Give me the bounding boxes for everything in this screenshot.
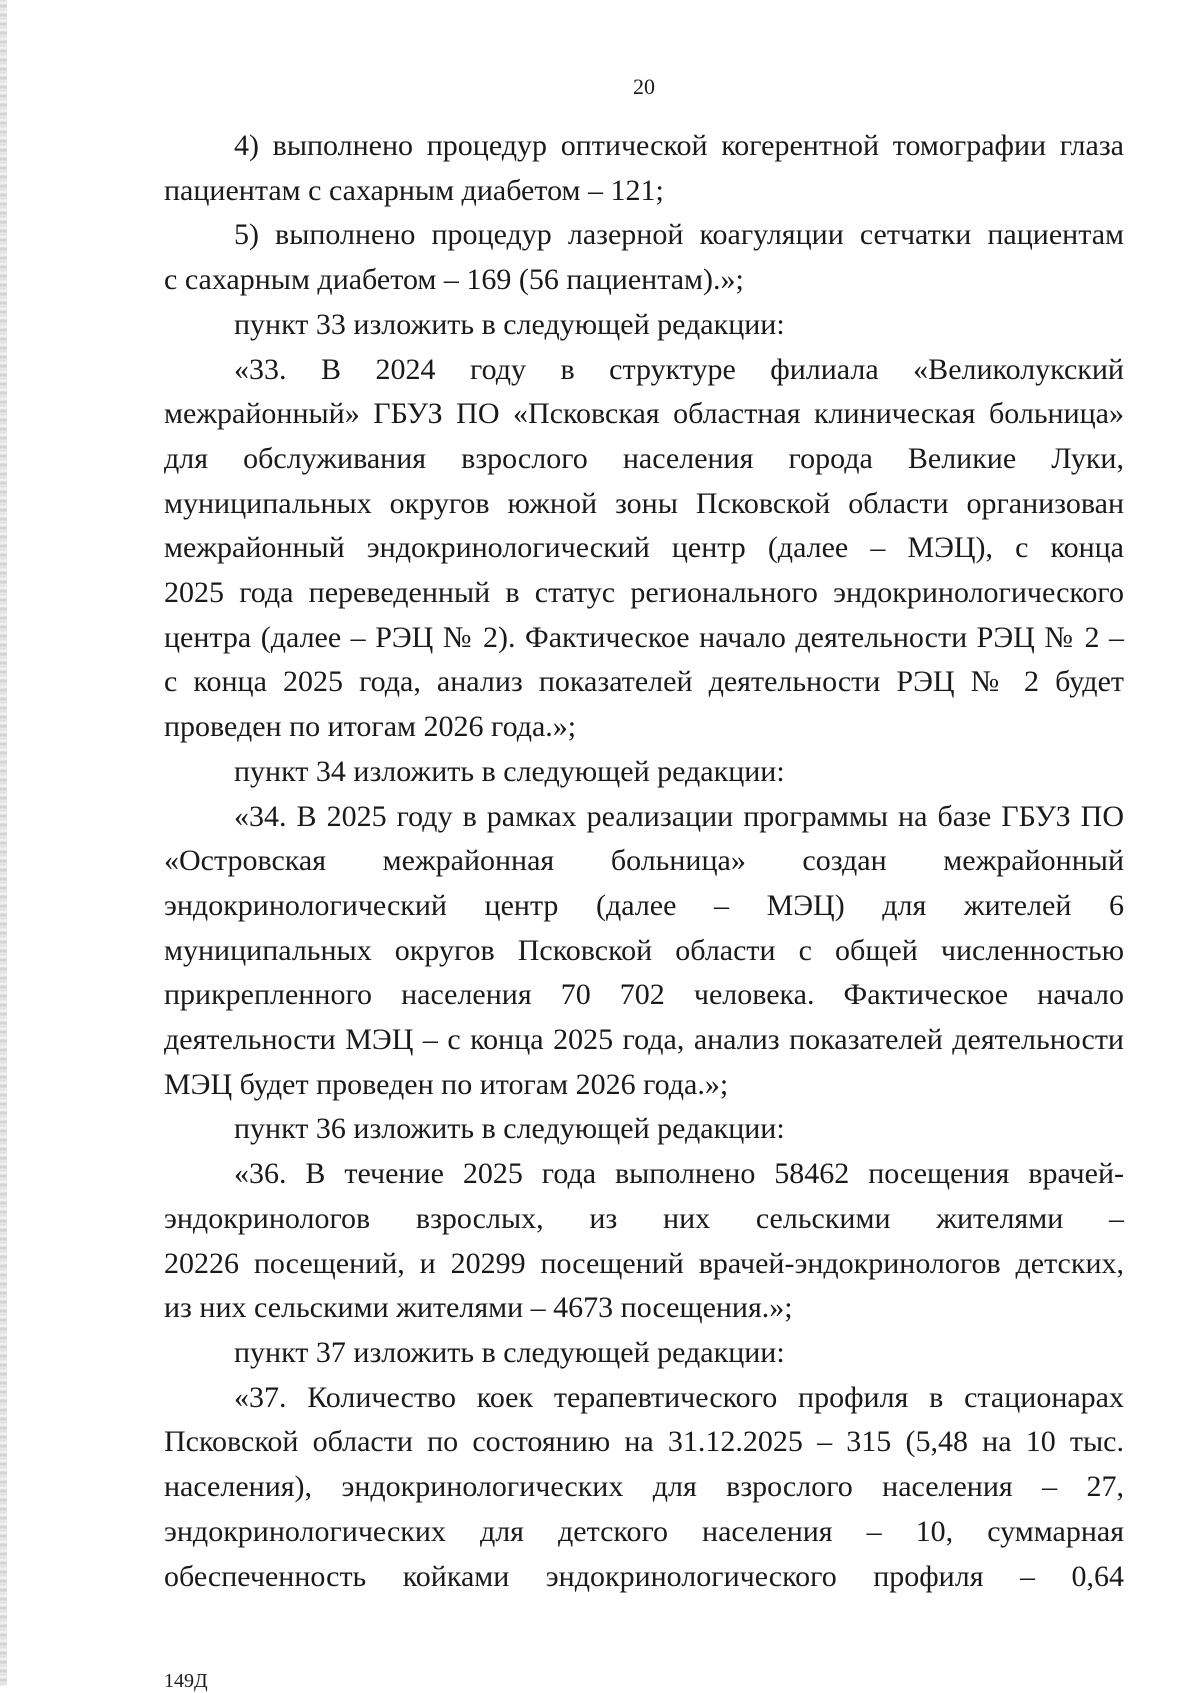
text-line: «33. В 2024 году в структуре филиала «Великолукский (234, 352, 1124, 386)
text-line: пункт 36 изложить в следующей редакции: (234, 1112, 785, 1146)
paragraph (164, 1331, 1124, 1376)
text-line: деятельности МЭЦ – с конца 2025 года, анализ показателей деятельности (164, 1023, 1124, 1057)
document-code: 149Д (164, 1670, 208, 1692)
text-line: 2025 года переведенный в статус регионального эндокринологического (164, 576, 1124, 610)
text-line: для обслуживания взрослого населения города Великие Луки, (164, 441, 1124, 475)
text-line: «34. В 2025 году в рамках реализации программы на базе ГБУЗ ПО (234, 799, 1124, 833)
text-line: 4) выполнено процедур оптической когерентной томографии глаза (234, 129, 1124, 162)
paragraph (164, 1376, 1124, 1600)
text-line: Псковской области по состоянию на 31.12.2025 – 315 (5,48 на 10 тыс. (164, 1425, 1124, 1459)
text-line: эндокринологических для детского населения – 10, суммарная (164, 1514, 1124, 1548)
text-line: центра (далее – РЭЦ № 2). Фактическое начало деятельности РЭЦ № 2 – (164, 620, 1124, 654)
text-line: обеспеченность койками эндокринологического профиля – 0,64 (164, 1559, 1124, 1593)
text-line: пациентам с сахарным диабетом – 121; (164, 173, 664, 207)
text-line: МЭЦ будет проведен по итогам 2026 года.»; (164, 1067, 729, 1101)
page-number: 20 (633, 74, 655, 99)
paragraph (164, 213, 1124, 302)
text-line: населения), эндокринологических для взрослого населения – 27, (164, 1470, 1124, 1504)
paragraph (164, 348, 1124, 750)
text-line: эндокринологов взрослых, из них сельскими жителями – (164, 1201, 1124, 1235)
text-line: из них сельскими жителями – 4673 посещения.»; (164, 1291, 793, 1325)
text-line: межрайонный эндокринологический центр (далее – МЭЦ), с конца (164, 531, 1124, 565)
text-line: эндокринологический центр (далее – МЭЦ) для жителей 6 (164, 888, 1124, 922)
text-line: проведен по итогам 2026 года.»; (164, 710, 577, 744)
paragraph (164, 1107, 1124, 1152)
text-line: межрайонный» ГБУЗ ПО «Псковская областная клиническая больница» (164, 397, 1124, 431)
text-line: прикрепленного населения 70 702 человека. Фактическое начало (164, 978, 1124, 1012)
paragraph (164, 303, 1124, 348)
document-body (164, 124, 1124, 1599)
text-line: «36. В течение 2025 года выполнено 58462 посещения врачей- (234, 1157, 1124, 1191)
text-line: муниципальных округов Псковской области с общей численностью (164, 933, 1124, 967)
text-line: пункт 37 изложить в следующей редакции: (234, 1335, 785, 1369)
text-line: «Островская межрайонная больница» создан межрайонный (164, 844, 1124, 878)
paragraph (164, 124, 1124, 213)
paragraph (164, 795, 1124, 1108)
paragraph (164, 750, 1124, 795)
text-line: пункт 34 изложить в следующей редакции: (234, 754, 785, 788)
text-line: 20226 посещений, и 20299 посещений врачей-эндокринологов детских, (164, 1246, 1124, 1280)
text-line: с конца 2025 года, анализ показателей деятельности РЭЦ № 2 будет (164, 665, 1124, 699)
text-line: муниципальных округов южной зоны Псковской области организован (164, 486, 1124, 520)
scan-edge (0, 0, 7, 1686)
text-line: с сахарным диабетом – 169 (56 пациентам).»; (164, 263, 744, 297)
text-line: пункт 33 изложить в следующей редакции: (234, 307, 785, 341)
paragraph (164, 1152, 1124, 1331)
text-line: «37. Количество коек терапевтического профиля в стационарах (234, 1380, 1124, 1414)
text-line: 5) выполнено процедур лазерной коагуляции сетчатки пациентам (234, 218, 1124, 252)
